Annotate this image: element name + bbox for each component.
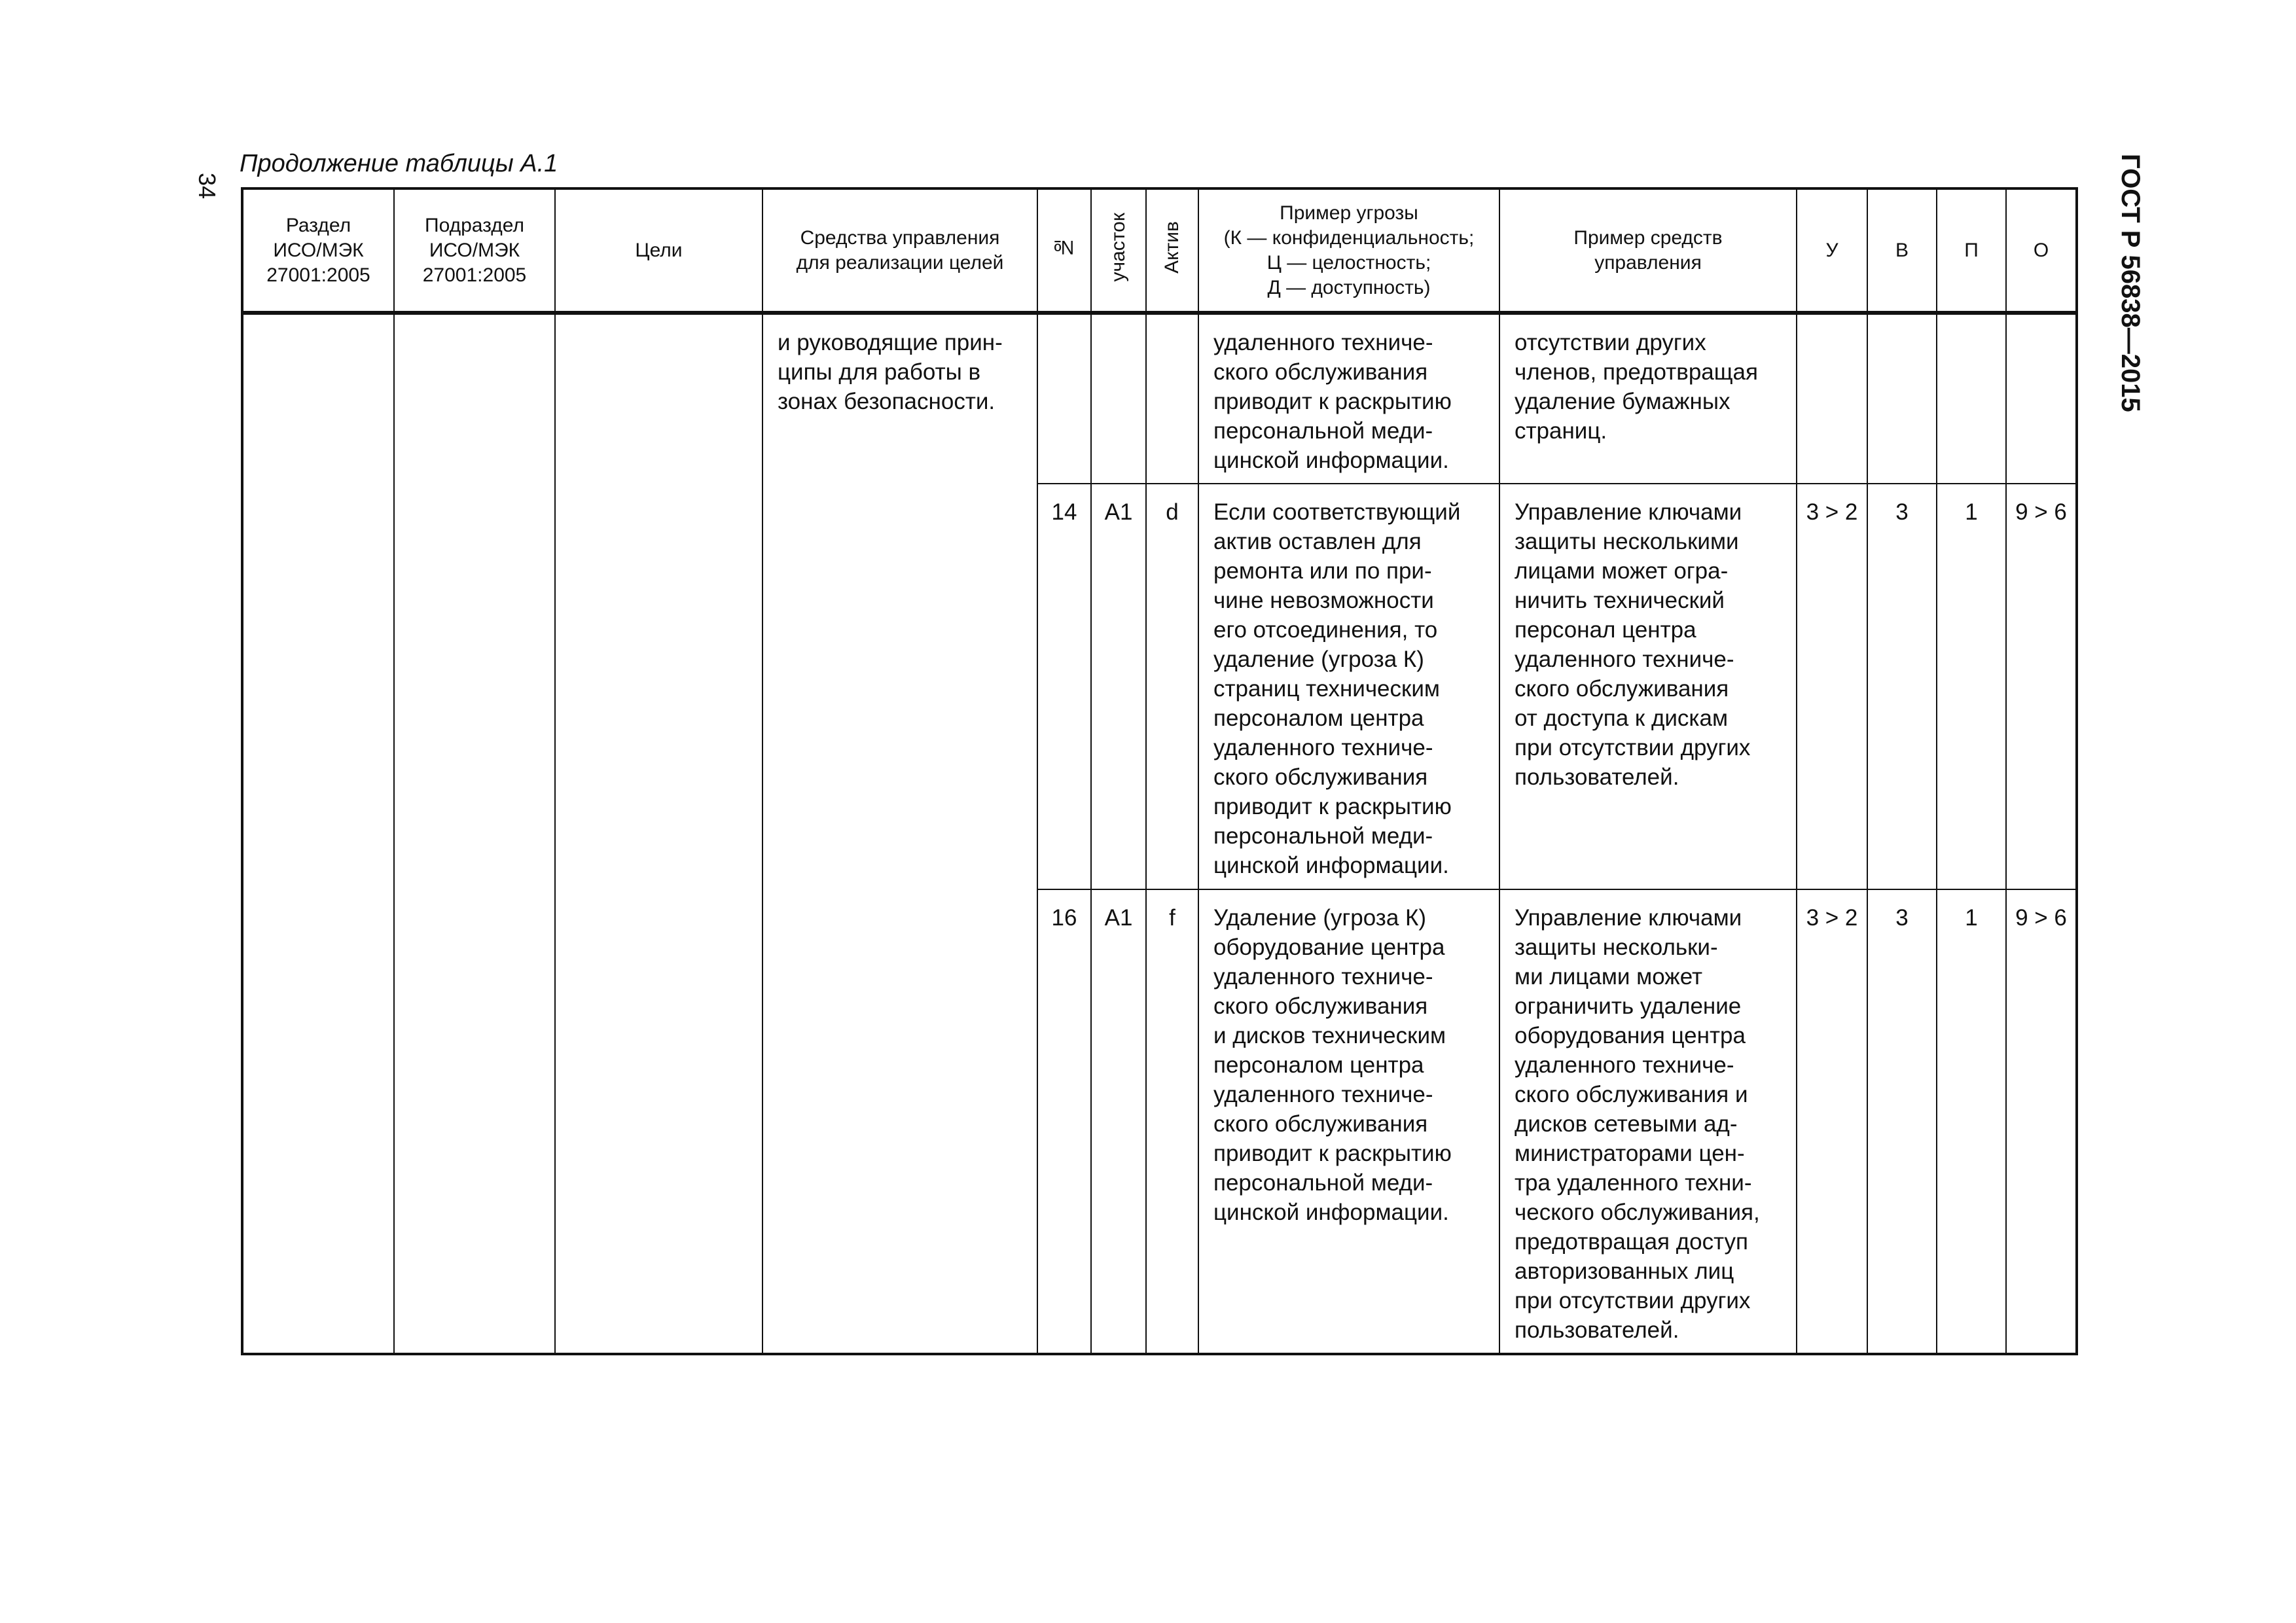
- cell-p: 1: [1937, 889, 2006, 1354]
- cell-number: [1037, 313, 1091, 484]
- header-subsection: Подраздел ИСО/МЭК 27001:2005: [394, 188, 555, 313]
- cell-number: 14: [1037, 484, 1091, 889]
- cell-u: 3 > 2: [1797, 484, 1867, 889]
- cell-asset: [1146, 313, 1198, 484]
- cell-area: А1: [1091, 889, 1146, 1354]
- header-v: В: [1867, 188, 1937, 313]
- cell-o: 9 > 6: [2006, 484, 2077, 889]
- cell-v: 3: [1867, 484, 1937, 889]
- standard-code: ГОСТ Р 56838—2015: [2116, 154, 2145, 412]
- cell-area: А1: [1091, 484, 1146, 889]
- cell-o: 9 > 6: [2006, 889, 2077, 1354]
- header-measures: Пример средств управления: [1499, 188, 1797, 313]
- cell-threat: Удаление (угроза К) оборудование центра удаленного техниче- ского обслуживания и дисков техническим персоналом центра удаленного техниче- ского обслуживания приводит к раскрытию персональной меди- цинской информации.: [1198, 889, 1499, 1354]
- header-asset: [1146, 188, 1198, 313]
- table-header-row: [242, 188, 2077, 313]
- cell-number: 16: [1037, 889, 1091, 1354]
- header-section: Раздел ИСО/МЭК 27001:2005: [242, 188, 394, 313]
- cell-section: [242, 313, 394, 1354]
- cell-threat: удаленного техниче- ского обслуживания приводит к раскрытию персональной меди- цинской информации.: [1198, 313, 1499, 484]
- cell-v: 3: [1867, 889, 1937, 1354]
- cell-area: [1091, 313, 1146, 484]
- controls-table: [241, 187, 2078, 1355]
- cell-subsection: [394, 313, 555, 1354]
- header-controls: Средства управления для реализации целей: [762, 188, 1037, 313]
- cell-measures: Управление ключами защиты несколькими лицами может огра- ничить технический персонал центра удаленного техниче- ского обслуживания от доступа к дискам при отсутствии других пользователей.: [1499, 484, 1797, 889]
- cell-u: [1797, 313, 1867, 484]
- page-number: 34: [194, 172, 221, 200]
- header-area: [1091, 188, 1146, 313]
- cell-p: 1: [1937, 484, 2006, 889]
- table-caption: Продолжение таблицы А.1: [240, 150, 558, 177]
- cell-o: [2006, 313, 2077, 484]
- cell-goals: [555, 313, 762, 1354]
- header-p: П: [1937, 188, 2006, 313]
- standard-header: [2094, 154, 2166, 448]
- header-number: [1037, 188, 1091, 313]
- header-number-label: №: [1053, 236, 1075, 258]
- table-row: [242, 313, 2077, 484]
- cell-p: [1937, 313, 2006, 484]
- header-goals: Цели: [555, 188, 762, 313]
- header-o: О: [2006, 188, 2077, 313]
- header-asset-label: Актив: [1161, 221, 1183, 274]
- cell-measures: Управление ключами защиты нескольки- ми лицами может ограничить удаление оборудования центра удаленного техниче- ского обслуживания и дисков сетевыми ад- министраторами цен- тра удаленного техни- ческого обслуживания, предотвращая доступ авторизованных лиц при отсутствии других пользователей.: [1499, 889, 1797, 1354]
- header-u: У: [1797, 188, 1867, 313]
- header-area-label: участок: [1107, 212, 1129, 282]
- cell-v: [1867, 313, 1937, 484]
- cell-measures: отсутствии других членов, предотвращая удаление бумажных страниц.: [1499, 313, 1797, 484]
- cell-asset: f: [1146, 889, 1198, 1354]
- header-threat: Пример угрозы (К — конфиденциальность; Ц — целостность; Д — доступность): [1198, 188, 1499, 313]
- cell-controls: и руководящие прин- ципы для работы в зонах безопасности.: [762, 313, 1037, 1354]
- cell-asset: d: [1146, 484, 1198, 889]
- cell-threat: Если соответствующий актив оставлен для ремонта или по при- чине невозможности его отсоединения, то удаление (угроза К) страниц техническим персоналом центра удаленного техниче- ского обслуживания приводит к раскрытию персональной меди- цинской информации.: [1198, 484, 1499, 889]
- cell-u: 3 > 2: [1797, 889, 1867, 1354]
